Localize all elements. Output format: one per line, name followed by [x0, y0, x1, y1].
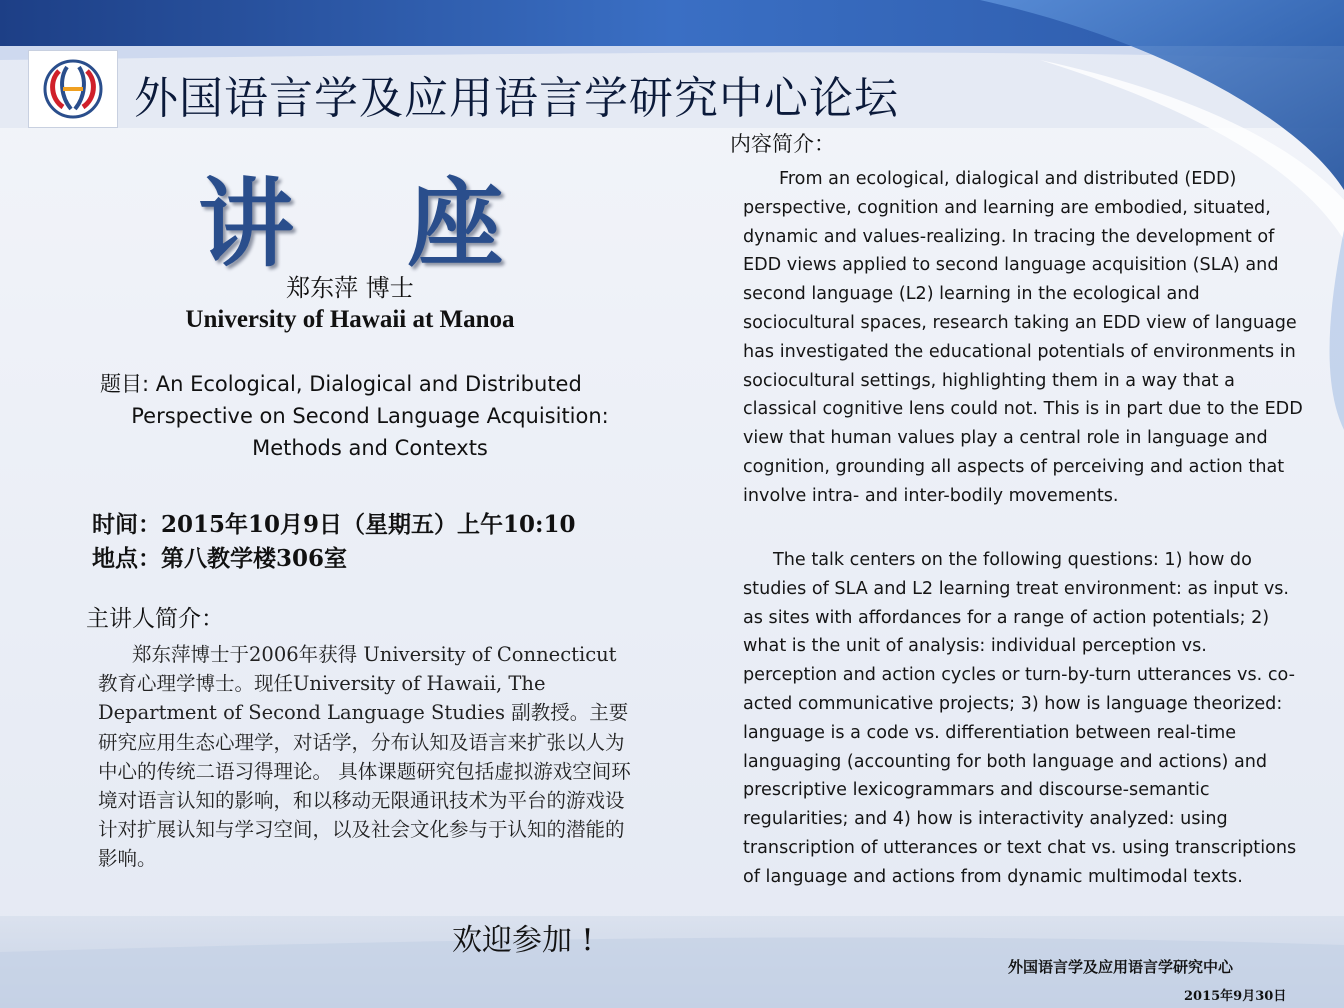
welcome-message: 欢迎参加 ! [452, 923, 594, 958]
schedule [92, 508, 652, 576]
forum-title: 外国语言学及应用语言学研究中心论坛 [134, 73, 899, 124]
institute-logo [28, 50, 118, 128]
lecture-title: 讲 座 [198, 167, 544, 280]
footer-organization: 外国语言学及应用语言学研究中心 [1008, 958, 1234, 976]
summary-paragraph-1: From an ecological, dialogical and distributed (EDD) perspective, cognition and learning are embodied, situated, dynamic and values-realizing. In tracing the development of EDD views applied to second language acquisition (SLA) and second language (L2) learning in the ecological and sociocultural spaces, research taking an EDD view of language has investigated the educational potentials of environments in sociocultural settings, highlighting them in a way that a classical cognitive lens could not. This is in part due to the EDD view that human values play a central role in language and cognition, grounding all aspects of perceiving and action that involve intra- and inter-bodily movements. [743, 169, 1303, 506]
topic-line-1: 题目: An Ecological, Dialogical and Distributed [100, 372, 582, 396]
speaker-name: 郑东萍 博士 [286, 274, 414, 302]
summary-heading: 内容简介： [730, 132, 835, 156]
speaker-bio-heading: 主讲人简介： [86, 606, 224, 632]
talk-time: 时间：2015年10月9日（星期五）上午10:10 [92, 511, 576, 538]
speaker-bio-text: 郑东萍博士于2006年获得 University of Connecticut 教育心理学博士。现任University of Hawaii, The Department of Second Language Studies 副教授。主要研究应用生态心理学，对话学，分布认知及语言来扩张以人为中心的传统二语习得理论。 具体课题研究包括虚拟游戏空间环境对语言认知的影响，和以移动无限通讯技术为平台的游戏设计对扩展认知与学习空间，以及社会文化参与于认知的潜能的影响。 [98, 643, 631, 871]
summary-paragraph-2: The talk centers on the following questions: 1) how do studies of SLA and L2 learning treat environment: as input vs. as sites with affordances for a range of action potentials; 2) what is the unit of analysis: individual perception vs. perception and action cycles or turn-by-turn utterances vs. co-acted communicative projects; 3) how is language theorized: language is a code vs. differentiation between real-time languaging (accounting for both language and actions) and prescriptive lexicogrammars and discourse-semantic regularities; and 4) how is interactivity analyzed: using transcription of utterances or text chat vs. using transcriptions of language and actions from dynamic multimodal texts. [743, 550, 1297, 887]
topic-line-3: Methods and Contexts [252, 436, 488, 460]
topic-line-2: Perspective on Second Language Acquisition: [131, 404, 609, 428]
talk-topic [100, 368, 640, 464]
footer-date: 2015年9月30日 [1184, 989, 1287, 1004]
talk-location: 地点：第八教学楼306室 [92, 545, 348, 572]
speaker-university: University of Hawaii at Manoa [185, 306, 515, 333]
